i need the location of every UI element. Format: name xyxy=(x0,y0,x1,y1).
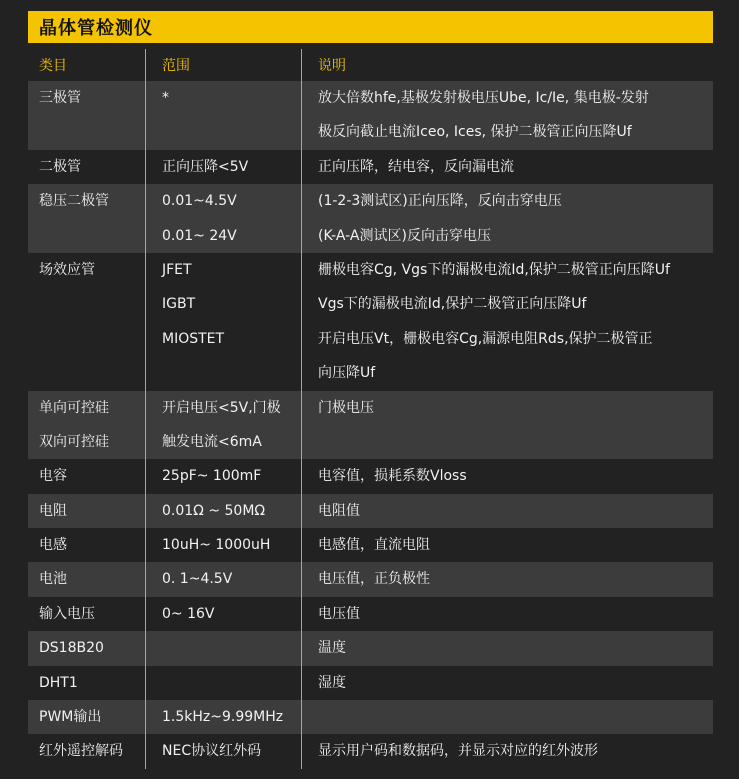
category-cell xyxy=(28,81,146,150)
description-cell xyxy=(302,459,713,493)
description-cell xyxy=(302,391,713,460)
category-cell xyxy=(28,391,146,460)
category-cell xyxy=(28,150,146,184)
table-row xyxy=(28,631,713,665)
category-line: 稳压二极管 xyxy=(39,193,109,210)
description-cell xyxy=(302,528,713,562)
table-row xyxy=(28,459,713,493)
category-cell xyxy=(28,494,146,528)
category-line xyxy=(39,356,145,390)
range-line: 触发电流<6mA xyxy=(162,433,262,450)
range-line xyxy=(162,631,301,665)
range-line: 0.01~ 24V xyxy=(162,227,237,244)
description-cell xyxy=(302,666,713,700)
table-row xyxy=(28,597,713,631)
table-row xyxy=(28,184,713,253)
category-cell xyxy=(28,700,146,734)
description-line: (1-2-3测试区)正向压降，反向击穿电压 xyxy=(318,193,562,210)
description-line xyxy=(318,700,709,734)
table-row xyxy=(28,562,713,596)
category-line: 红外遥控解码 xyxy=(39,743,123,760)
category-line xyxy=(39,287,145,321)
description-line: 向压降Uf xyxy=(318,365,376,382)
description-line: 湿度 xyxy=(318,674,346,691)
category-line: 输入电压 xyxy=(39,605,95,622)
description-line: 放大倍数hfe,基极发射极电压Ube, Ic/Ie, 集电极-发射 xyxy=(318,90,649,106)
description-cell xyxy=(302,734,713,768)
range-cell xyxy=(146,494,302,528)
range-line xyxy=(162,356,301,390)
range-cell xyxy=(146,734,302,768)
category-line: 三极管 xyxy=(39,90,81,106)
description-line: 正向压降，结电容，反向漏电流 xyxy=(318,158,514,175)
category-cell xyxy=(28,253,146,391)
range-cell xyxy=(146,666,302,700)
description-line: 电压值，正负极性 xyxy=(318,571,430,588)
spec-table xyxy=(28,49,713,769)
category-line: 电阻 xyxy=(39,502,67,519)
range-line: 开启电压<5V,门极 xyxy=(162,399,281,416)
description-line: 电感值，直流电阻 xyxy=(318,537,430,554)
range-line: 0.01~4.5V xyxy=(162,193,237,210)
category-line xyxy=(39,219,145,253)
range-cell xyxy=(146,700,302,734)
range-cell xyxy=(146,150,302,184)
description-cell xyxy=(302,150,713,184)
description-line: 门极电压 xyxy=(318,399,374,416)
page-title: 晶体管检测仪 xyxy=(39,18,153,39)
range-cell xyxy=(146,459,302,493)
category-line xyxy=(39,322,145,356)
range-line: JFET xyxy=(162,261,192,278)
range-cell xyxy=(146,184,302,253)
description-line: 极反向截止电流Iceo, Ices, 保护二极管正向压降Uf xyxy=(318,124,632,141)
title-bar xyxy=(28,11,713,43)
description-line: 电容值，损耗系数Vloss xyxy=(318,468,467,485)
range-line xyxy=(162,666,301,700)
category-line: 电容 xyxy=(39,468,67,485)
table-header-row xyxy=(28,49,713,81)
category-cell xyxy=(28,562,146,596)
description-line xyxy=(318,425,709,459)
category-cell xyxy=(28,734,146,768)
range-cell xyxy=(146,631,302,665)
range-cell xyxy=(146,597,302,631)
description-cell xyxy=(302,81,713,150)
table-row xyxy=(28,81,713,150)
description-line: 电阻值 xyxy=(318,502,360,519)
category-line: 二极管 xyxy=(39,158,81,175)
table-row xyxy=(28,253,713,391)
range-line: 25pF~ 100mF xyxy=(162,468,262,485)
category-line: 电感 xyxy=(39,537,67,554)
range-line: 正向压降<5V xyxy=(162,158,249,175)
description-cell xyxy=(302,597,713,631)
range-line: NEC协议红外码 xyxy=(162,743,262,760)
header-category: 类目 xyxy=(28,49,146,81)
description-line: Vgs下的漏极电流Id,保护二极管正向压降Uf xyxy=(318,296,587,313)
description-cell xyxy=(302,494,713,528)
range-cell xyxy=(146,391,302,460)
range-cell xyxy=(146,528,302,562)
description-cell xyxy=(302,631,713,665)
range-line: * xyxy=(162,90,169,106)
table-row xyxy=(28,494,713,528)
range-cell xyxy=(146,253,302,391)
range-line: MIOSTET xyxy=(162,330,225,347)
range-line: 0~ 16V xyxy=(162,605,215,622)
description-line: 栅极电容Cg, Vgs下的漏极电流Id,保护二极管正向压降Uf xyxy=(318,261,670,278)
category-line: 双向可控硅 xyxy=(39,433,109,450)
category-line: 电池 xyxy=(39,571,67,588)
category-line: 场效应管 xyxy=(39,261,95,278)
header-range: 范围 xyxy=(146,49,302,81)
range-cell xyxy=(146,81,302,150)
table-row xyxy=(28,734,713,768)
table-row xyxy=(28,528,713,562)
description-cell xyxy=(302,253,713,391)
description-line: 电压值 xyxy=(318,605,360,622)
range-cell xyxy=(146,562,302,596)
range-line xyxy=(162,115,301,149)
category-cell xyxy=(28,459,146,493)
header-description: 说明 xyxy=(318,58,346,74)
category-line: DS18B20 xyxy=(39,640,104,657)
range-line: 0.01Ω ~ 50MΩ xyxy=(162,502,266,519)
range-line: 0. 1~4.5V xyxy=(162,571,233,588)
category-line: DHT1 xyxy=(39,674,78,691)
range-line: IGBT xyxy=(162,296,196,313)
category-cell xyxy=(28,184,146,253)
category-cell xyxy=(28,631,146,665)
range-line: 10uH~ 1000uH xyxy=(162,537,271,554)
category-line: PWM输出 xyxy=(39,709,102,726)
description-cell xyxy=(302,562,713,596)
table-row xyxy=(28,666,713,700)
table-row xyxy=(28,700,713,734)
description-cell xyxy=(302,184,713,253)
description-line: 温度 xyxy=(318,640,346,657)
table-row xyxy=(28,150,713,184)
category-cell xyxy=(28,528,146,562)
category-line: 单向可控硅 xyxy=(39,399,109,416)
category-cell xyxy=(28,597,146,631)
description-line: (K-A-A测试区)反向击穿电压 xyxy=(318,227,491,244)
description-line: 显示用户码和数据码，并显示对应的红外波形 xyxy=(318,743,598,760)
category-line xyxy=(39,115,145,149)
category-cell xyxy=(28,666,146,700)
table-row xyxy=(28,391,713,460)
description-cell xyxy=(302,700,713,734)
description-line: 开启电压Vt，栅极电容Cg,漏源电阻Rds,保护二极管正 xyxy=(318,330,653,347)
range-line: 1.5kHz~9.99MHz xyxy=(162,709,284,726)
